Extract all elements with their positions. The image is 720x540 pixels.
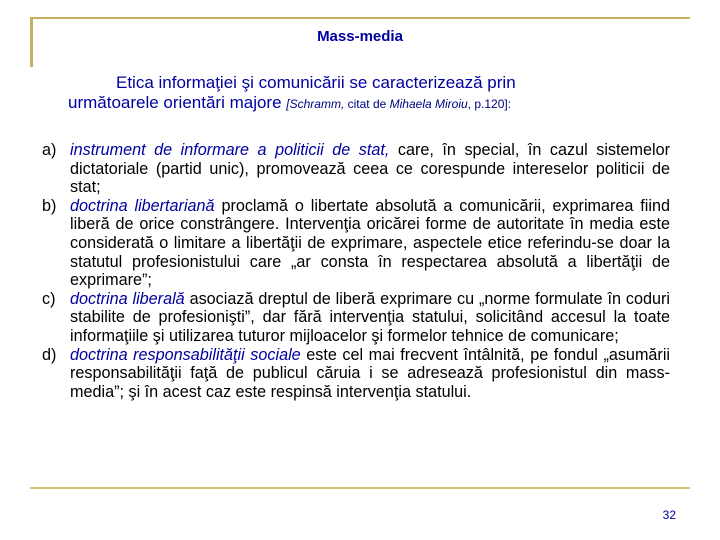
list-item-term: doctrina responsabilităţii sociale [70,345,301,364]
list-item [42,197,670,290]
list-item [42,290,670,346]
list-item-text: proclamă o libertate absolută a comunicării, exprimarea fiind liberă de orice constrângere. Intervenţia oricărei forme de autoritate în media este considerată o limitare a libertăţii de exprimare, aspectele etice referindu-se doar la statutul profesionistului care „ar consta în respectarea absolută a libertăţii de exprimare”; [70,196,671,290]
list-item-term: doctrina liberală [70,289,185,308]
list-marker: a) [42,141,57,159]
citation [286,97,511,111]
list-item-text: asociază dreptul de liberă exprimare cu „norme formulate în coduri stabilite de profesionişti”, dar fără intervenţia statului, solicitând accesul la toate informaţiile şi utilizarea tuturor mijloacelor şi formelor tehnice de comunicare; [70,289,671,345]
list-item [42,141,670,197]
list-item-text: care, în special, în cazul sistemelor dictatoriale (partid unic), promovează ceea ce corespunde intereselor politicii de stat; [70,141,670,197]
list-item-body [70,141,670,197]
intro-paragraph [68,73,628,114]
slide-title: Mass-media [317,28,403,45]
list-item-text: este cel mai frecvent întâlnită, pe fondul „asumării responsabilităţii faţă de publicul căruia i se adresează profesionistul din mass-media”; şi în acest caz este respinsă intervenţia statului. [70,345,671,401]
list-marker: b) [42,196,57,215]
citation-author: Mihaela Miroiu [389,97,468,111]
list-item-body [70,197,670,290]
list-item-body [70,346,670,402]
citation-open: [Schramm, [286,97,348,111]
intro-line-2: următoarele orientări majore [68,93,287,112]
list-marker: d) [42,345,57,364]
citation-middle: citat de [347,97,390,111]
intro-line-1: Etica informaţiei şi comunicării se caracterizează prin [116,73,516,92]
footer-divider [30,487,690,489]
page-number: 32 [662,508,676,522]
list-item-term: doctrina libertariană [70,196,215,215]
citation-close: , p.120]: [467,97,512,111]
list-item [42,346,670,402]
doctrine-list [42,141,670,401]
slide-top-border [30,17,690,19]
list-item-body [70,290,670,346]
list-marker: c) [42,289,56,308]
list-item-term: instrument de informare a politicii de stat, [70,141,390,159]
